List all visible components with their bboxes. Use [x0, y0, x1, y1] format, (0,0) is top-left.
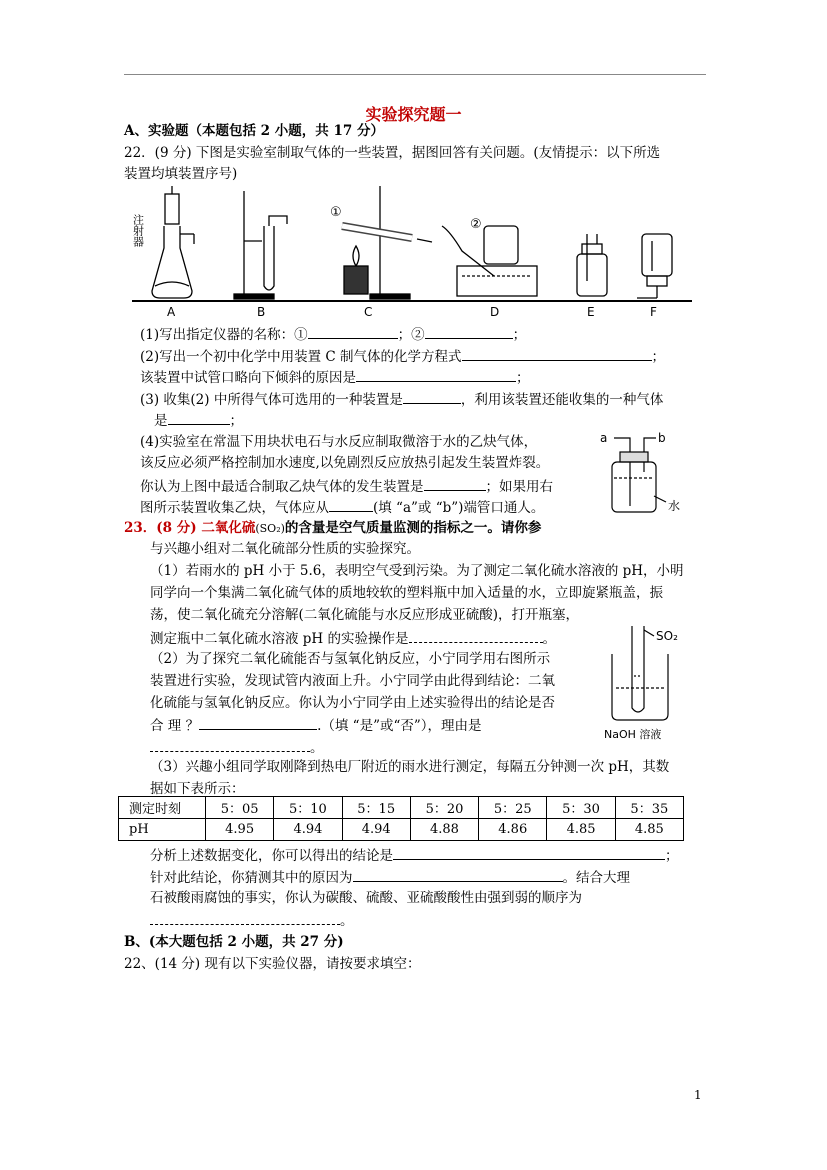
q23-p2-line3: 化硫能与氢氧化钠反应。你认为小宁同学由上述实验得出的结论是否	[150, 695, 555, 711]
answer-blank[interactable]	[150, 910, 340, 925]
q23-p1-line3: 荡，使二氧化硫充分溶解(二氧化硫能与水反应形成亚硫酸)，打开瓶塞，	[150, 607, 580, 623]
q23-line2: 与兴趣小组对二氧化硫部分性质的实验探究。	[150, 541, 420, 557]
gas-bottle-figure	[596, 432, 692, 516]
q22-part2: (2)写出一个初中化学中用装置 C 制气体的化学方程式 ；	[140, 346, 665, 366]
bottle-label-a: a	[600, 432, 608, 445]
q23-analysis-line2: 针对此结论，你猜测其中的原因为 。结合大理	[150, 867, 630, 887]
table-cell: 5：30	[547, 797, 615, 819]
answer-blank[interactable]	[150, 737, 310, 752]
answer-blank[interactable]	[462, 346, 652, 361]
so2-beaker-figure	[598, 622, 694, 744]
section-b-heading: B、(本大题包括 2 小题，共 27 分)	[124, 934, 344, 950]
table-cell: 4.88	[410, 819, 478, 841]
q23-p1-line2: 同学向一个集满二氧化硫气体的质地较软的塑料瓶中加入适量的水，立即旋紧瓶盖，振	[150, 585, 663, 601]
answer-blank[interactable]	[199, 715, 317, 730]
answer-blank[interactable]	[409, 628, 543, 643]
table-header-cell: pH	[119, 819, 206, 841]
table-cell: 5：25	[479, 797, 547, 819]
label-a: A	[167, 305, 176, 318]
apparatus-figure	[132, 186, 692, 318]
q22-intro-line2: 装置均填装置序号)	[124, 166, 238, 182]
q22-part4-line4: 图所示装置收集乙炔，气体应从 (填 “a”或 “b”)端管口通人。	[140, 497, 544, 517]
label-d: D	[490, 305, 500, 318]
q22-part3b: 是 ；	[154, 410, 243, 430]
q23-heading: 23．(8 分) 二氧化硫(SO₂)的含量是空气质量监测的指标之一。请你参	[124, 520, 542, 536]
q22-part4-line1: (4)实验室在常温下用块状电石与水反应制取微溶于水的乙炔气体，	[140, 434, 538, 450]
q22-part3: (3) 收集(2) 中所得气体可选用的一种装置是 ，利用该装置还能收集的一种气体	[140, 389, 663, 409]
q22-part1: (1)写出指定仪器的名称：① ；② ；	[140, 324, 526, 344]
answer-blank[interactable]	[356, 367, 516, 382]
ph-data-table	[118, 796, 684, 841]
bottle-label-water: 水	[668, 499, 681, 513]
table-row	[119, 819, 684, 841]
table-cell: 5：10	[274, 797, 342, 819]
b-q22-intro: 22、(14 分) 现有以下实验仪器，请按要求填空：	[124, 956, 421, 972]
answer-blank[interactable]	[308, 324, 398, 339]
answer-blank[interactable]	[393, 845, 665, 860]
table-cell: 5：05	[206, 797, 274, 819]
q23-p3-line1: （3）兴趣小组同学取刚降到热电厂附近的雨水进行测定，每隔五分钟测一次 pH，其数	[150, 759, 670, 775]
table-cell: 4.94	[342, 819, 410, 841]
answer-blank[interactable]	[168, 410, 230, 425]
q23-p1-line1: （1）若雨水的 pH 小于 5.6，表明空气受到污染。为了测定二氧化硫水溶液的 pH，小明	[150, 563, 684, 579]
syringe-label: 注射器	[132, 214, 145, 247]
table-cell: 5：35	[615, 797, 683, 819]
page-number: 1	[694, 1088, 702, 1102]
q22-part4-line3: 你认为上图中最适合制取乙炔气体的发生装置是 ；如果用右	[140, 476, 553, 496]
table-header-cell: 测定时刻	[119, 797, 206, 819]
marker-1: ①	[330, 205, 342, 220]
answer-blank[interactable]	[353, 867, 563, 882]
page-title: 实验探究题一	[365, 105, 462, 124]
table-cell: 4.85	[547, 819, 615, 841]
q23-p2-line4: 合 理 ？ .（填 “是”或“否”），理由是	[150, 715, 482, 735]
header-rule	[124, 74, 706, 75]
table-cell: 4.94	[274, 819, 342, 841]
fig-naoh-label: NaOH 溶液	[604, 728, 662, 741]
q23-analysis-line4: 。	[150, 910, 354, 930]
section-a-heading: A、实验题（本题包括 2 小题，共 17 分）	[124, 123, 384, 139]
table-cell: 4.86	[479, 819, 547, 841]
q22-part4-line2: 该反应必须严格控制加水速度,以免剧烈反应放热引起发生装置炸裂。	[140, 455, 550, 471]
answer-blank[interactable]	[425, 324, 513, 339]
table-row	[119, 797, 684, 819]
answer-blank[interactable]	[424, 476, 486, 491]
answer-blank[interactable]	[403, 389, 461, 404]
marker-2: ②	[470, 217, 482, 232]
q22-part2b: 该装置中试管口略向下倾斜的原因是 ；	[140, 367, 530, 387]
table-cell: 5：15	[342, 797, 410, 819]
q22-intro-line1: 22．(9 分) 下图是实验室制取气体的一些装置，据图回答有关问题。(友情提示：以下所选	[124, 145, 661, 161]
bottle-label-b: b	[658, 432, 666, 445]
q23-p2-line5: 。	[150, 737, 324, 757]
label-c: C	[364, 305, 373, 318]
table-cell: 4.95	[206, 819, 274, 841]
q23-analysis-line1: 分析上述数据变化，你可以得出的结论是 ；	[150, 845, 679, 865]
label-b: B	[257, 305, 266, 318]
q23-p2-line1: （2）为了探究二氧化硫能否与氢氧化钠反应，小宁同学用右图所示	[150, 651, 551, 667]
table-cell: 4.85	[615, 819, 683, 841]
table-cell: 5：20	[410, 797, 478, 819]
fig-so2-label: SO₂	[656, 629, 678, 643]
label-f: F	[650, 305, 657, 318]
q23-p1-line4: 测定瓶中二氧化硫水溶液 pH 的实验操作是 。	[150, 628, 556, 648]
q23-p3-line2: 据如下表所示：	[150, 781, 245, 797]
answer-blank[interactable]	[329, 497, 373, 512]
label-e: E	[587, 305, 595, 318]
q23-p2-line2: 装置进行实验，发现试管内液面上升。小宁同学由此得到结论：二氧	[150, 673, 555, 689]
q23-analysis-line3: 石被酸雨腐蚀的事实，你认为碳酸、硫酸、亚硫酸酸性由强到弱的顺序为	[150, 890, 582, 906]
